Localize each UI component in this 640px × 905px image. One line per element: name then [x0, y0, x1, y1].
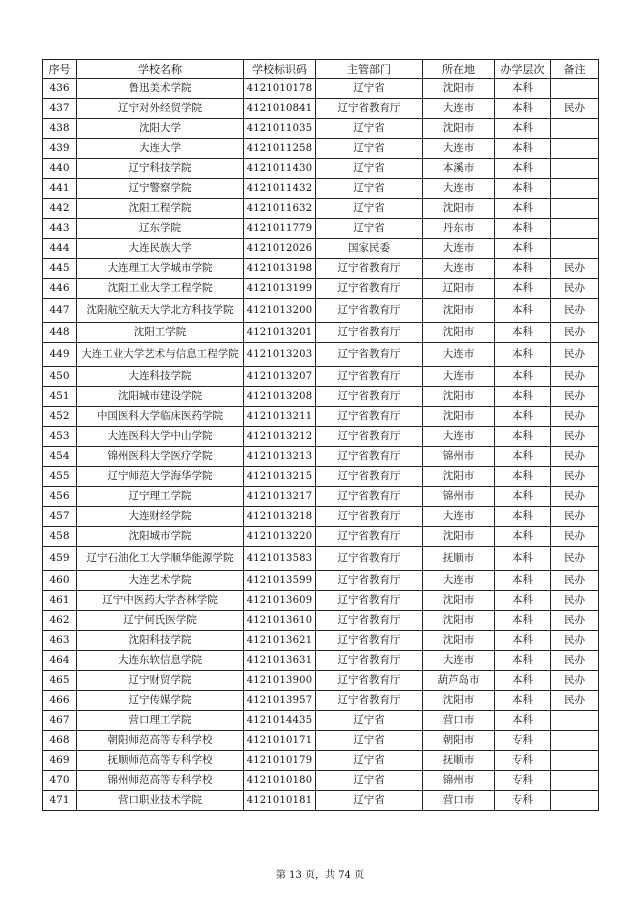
seq-cell: 468	[43, 731, 77, 751]
remarks-cell: 民办	[551, 387, 599, 407]
remarks-cell: 民办	[551, 547, 599, 571]
table-row	[43, 507, 599, 527]
school-code-cell: 4121011430	[244, 159, 316, 179]
seq-cell: 462	[43, 611, 77, 631]
table-row	[43, 299, 599, 323]
level-cell: 专科	[495, 751, 551, 771]
location-cell: 营口市	[423, 711, 495, 731]
seq-cell: 464	[43, 651, 77, 671]
level-cell: 本科	[495, 651, 551, 671]
remarks-cell: 民办	[551, 631, 599, 651]
department-cell: 辽宁省教育厅	[316, 671, 423, 691]
seq-cell: 445	[43, 259, 77, 279]
department-cell: 辽宁省	[316, 731, 423, 751]
seq-cell: 449	[43, 343, 77, 367]
school-code-cell: 4121012026	[244, 239, 316, 259]
seq-cell: 444	[43, 239, 77, 259]
location-cell: 锦州市	[423, 771, 495, 791]
level-cell: 本科	[495, 611, 551, 631]
remarks-cell	[551, 711, 599, 731]
level-cell: 专科	[495, 791, 551, 811]
remarks-cell: 民办	[551, 299, 599, 323]
department-cell: 辽宁省	[316, 791, 423, 811]
school-name-cell: 沈阳城市建设学院	[77, 387, 244, 407]
seq-cell: 458	[43, 527, 77, 547]
location-cell: 沈阳市	[423, 79, 495, 99]
location-cell: 本溪市	[423, 159, 495, 179]
department-cell: 国家民委	[316, 239, 423, 259]
department-cell: 辽宁省教育厅	[316, 631, 423, 651]
table-row	[43, 139, 599, 159]
school-code-cell: 4121011779	[244, 219, 316, 239]
seq-cell: 466	[43, 691, 77, 711]
school-code-cell: 4121013583	[244, 547, 316, 571]
remarks-cell: 民办	[551, 447, 599, 467]
school-code-cell: 4121011632	[244, 199, 316, 219]
location-cell: 沈阳市	[423, 323, 495, 343]
school-name-cell: 沈阳工业大学工程学院	[77, 279, 244, 299]
location-cell: 抚顺市	[423, 751, 495, 771]
school-code-cell: 4121013610	[244, 611, 316, 631]
school-code-cell: 4121013957	[244, 691, 316, 711]
school-name-cell: 营口职业技术学院	[77, 791, 244, 811]
school-name-cell: 辽宁对外经贸学院	[77, 99, 244, 119]
location-cell: 沈阳市	[423, 299, 495, 323]
seq-cell: 440	[43, 159, 77, 179]
school-code-cell: 4121013207	[244, 367, 316, 387]
school-code-cell: 4121013201	[244, 323, 316, 343]
seq-cell: 447	[43, 299, 77, 323]
department-cell: 辽宁省教育厅	[316, 487, 423, 507]
table-row	[43, 731, 599, 751]
location-cell: 大连市	[423, 239, 495, 259]
remarks-cell	[551, 179, 599, 199]
location-cell: 大连市	[423, 571, 495, 591]
remarks-cell: 民办	[551, 343, 599, 367]
level-cell: 本科	[495, 323, 551, 343]
department-cell: 辽宁省教育厅	[316, 299, 423, 323]
header-school-name: 学校名称	[77, 60, 244, 79]
school-code-cell: 4121011258	[244, 139, 316, 159]
table-row	[43, 591, 599, 611]
seq-cell: 469	[43, 751, 77, 771]
school-name-cell: 沈阳工程学院	[77, 199, 244, 219]
table-row	[43, 771, 599, 791]
school-name-cell: 辽宁石油化工大学顺华能源学院	[77, 547, 244, 571]
location-cell: 大连市	[423, 343, 495, 367]
location-cell: 朝阳市	[423, 731, 495, 751]
location-cell: 大连市	[423, 179, 495, 199]
remarks-cell	[551, 139, 599, 159]
remarks-cell: 民办	[551, 691, 599, 711]
location-cell: 丹东市	[423, 219, 495, 239]
school-name-cell: 辽宁中医药大学杏林学院	[77, 591, 244, 611]
school-code-cell: 4121013211	[244, 407, 316, 427]
school-name-cell: 抚顺师范高等专科学校	[77, 751, 244, 771]
department-cell: 辽宁省教育厅	[316, 571, 423, 591]
table-row	[43, 119, 599, 139]
location-cell: 沈阳市	[423, 387, 495, 407]
school-code-cell: 4121010181	[244, 791, 316, 811]
table-row	[43, 631, 599, 651]
level-cell: 本科	[495, 571, 551, 591]
seq-cell: 452	[43, 407, 77, 427]
table-row	[43, 279, 599, 299]
school-code-cell: 4121013609	[244, 591, 316, 611]
table-row	[43, 219, 599, 239]
school-name-cell: 沈阳工学院	[77, 323, 244, 343]
school-code-cell: 4121013599	[244, 571, 316, 591]
level-cell: 本科	[495, 239, 551, 259]
level-cell: 本科	[495, 467, 551, 487]
remarks-cell: 民办	[551, 427, 599, 447]
location-cell: 营口市	[423, 791, 495, 811]
level-cell: 专科	[495, 771, 551, 791]
table-row	[43, 179, 599, 199]
location-cell: 大连市	[423, 507, 495, 527]
seq-cell: 438	[43, 119, 77, 139]
table-row	[43, 99, 599, 119]
location-cell: 沈阳市	[423, 199, 495, 219]
remarks-cell: 民办	[551, 367, 599, 387]
level-cell: 本科	[495, 691, 551, 711]
school-name-cell: 沈阳城市学院	[77, 527, 244, 547]
level-cell: 本科	[495, 179, 551, 199]
location-cell: 沈阳市	[423, 407, 495, 427]
level-cell: 本科	[495, 343, 551, 367]
remarks-cell: 民办	[551, 323, 599, 343]
remarks-cell: 民办	[551, 487, 599, 507]
level-cell: 本科	[495, 711, 551, 731]
level-cell: 本科	[495, 387, 551, 407]
department-cell: 辽宁省	[316, 711, 423, 731]
school-code-cell: 4121011432	[244, 179, 316, 199]
department-cell: 辽宁省教育厅	[316, 343, 423, 367]
school-code-cell: 4121010180	[244, 771, 316, 791]
header-remarks: 备注	[551, 60, 599, 79]
department-cell: 辽宁省	[316, 119, 423, 139]
page-footer: 第 13 页，共 74 页	[275, 870, 365, 881]
remarks-cell	[551, 771, 599, 791]
school-name-cell: 大连理工大学城市学院	[77, 259, 244, 279]
school-name-cell: 大连大学	[77, 139, 244, 159]
remarks-cell: 民办	[551, 671, 599, 691]
seq-cell: 457	[43, 507, 77, 527]
level-cell: 本科	[495, 487, 551, 507]
level-cell: 本科	[495, 547, 551, 571]
seq-cell: 450	[43, 367, 77, 387]
department-cell: 辽宁省教育厅	[316, 507, 423, 527]
remarks-cell	[551, 239, 599, 259]
seq-cell: 453	[43, 427, 77, 447]
location-cell: 大连市	[423, 427, 495, 447]
department-cell: 辽宁省教育厅	[316, 279, 423, 299]
level-cell: 本科	[495, 279, 551, 299]
table-row	[43, 407, 599, 427]
department-cell: 辽宁省教育厅	[316, 591, 423, 611]
seq-cell: 471	[43, 791, 77, 811]
department-cell: 辽宁省	[316, 199, 423, 219]
seq-cell: 446	[43, 279, 77, 299]
school-code-cell: 4121013217	[244, 487, 316, 507]
remarks-cell: 民办	[551, 507, 599, 527]
remarks-cell	[551, 119, 599, 139]
school-name-cell: 锦州师范高等专科学校	[77, 771, 244, 791]
location-cell: 沈阳市	[423, 691, 495, 711]
department-cell: 辽宁省教育厅	[316, 259, 423, 279]
header-location: 所在地	[423, 60, 495, 79]
table-row	[43, 239, 599, 259]
school-name-cell: 大连东软信息学院	[77, 651, 244, 671]
level-cell: 本科	[495, 199, 551, 219]
level-cell: 本科	[495, 299, 551, 323]
location-cell: 沈阳市	[423, 591, 495, 611]
level-cell: 本科	[495, 259, 551, 279]
school-name-cell: 大连科技学院	[77, 367, 244, 387]
seq-cell: 470	[43, 771, 77, 791]
school-code-cell: 4121013200	[244, 299, 316, 323]
level-cell: 本科	[495, 367, 551, 387]
location-cell: 沈阳市	[423, 527, 495, 547]
table-row	[43, 751, 599, 771]
department-cell: 辽宁省	[316, 179, 423, 199]
department-cell: 辽宁省教育厅	[316, 407, 423, 427]
location-cell: 葫芦岛市	[423, 671, 495, 691]
remarks-cell	[551, 159, 599, 179]
school-code-cell: 4121013218	[244, 507, 316, 527]
school-code-cell: 4121013199	[244, 279, 316, 299]
school-name-cell: 辽宁传媒学院	[77, 691, 244, 711]
location-cell: 大连市	[423, 367, 495, 387]
school-code-cell: 4121010178	[244, 79, 316, 99]
seq-cell: 442	[43, 199, 77, 219]
school-name-cell: 大连医科大学中山学院	[77, 427, 244, 447]
remarks-cell: 民办	[551, 527, 599, 547]
department-cell: 辽宁省	[316, 79, 423, 99]
school-name-cell: 辽宁何氏医学院	[77, 611, 244, 631]
remarks-cell	[551, 79, 599, 99]
seq-cell: 441	[43, 179, 77, 199]
table-row	[43, 671, 599, 691]
school-code-cell: 4121013631	[244, 651, 316, 671]
header-level: 办学层次	[495, 60, 551, 79]
school-code-cell: 4121013215	[244, 467, 316, 487]
level-cell: 本科	[495, 159, 551, 179]
location-cell: 大连市	[423, 139, 495, 159]
remarks-cell: 民办	[551, 259, 599, 279]
remarks-cell: 民办	[551, 611, 599, 631]
table-row	[43, 467, 599, 487]
table-row	[43, 323, 599, 343]
level-cell: 本科	[495, 407, 551, 427]
table-row	[43, 427, 599, 447]
school-code-cell: 4121011035	[244, 119, 316, 139]
seq-cell: 459	[43, 547, 77, 571]
table-row	[43, 447, 599, 467]
school-code-cell: 4121013213	[244, 447, 316, 467]
school-list-table	[42, 59, 599, 811]
seq-cell: 436	[43, 79, 77, 99]
department-cell: 辽宁省	[316, 751, 423, 771]
remarks-cell	[551, 731, 599, 751]
school-code-cell: 4121013220	[244, 527, 316, 547]
seq-cell: 451	[43, 387, 77, 407]
location-cell: 辽阳市	[423, 279, 495, 299]
school-code-cell: 4121010171	[244, 731, 316, 751]
department-cell: 辽宁省教育厅	[316, 691, 423, 711]
seq-cell: 455	[43, 467, 77, 487]
seq-cell: 461	[43, 591, 77, 611]
remarks-cell: 民办	[551, 651, 599, 671]
department-cell: 辽宁省	[316, 771, 423, 791]
school-name-cell: 锦州医科大学医疗学院	[77, 447, 244, 467]
seq-cell: 454	[43, 447, 77, 467]
school-code-cell: 4121013212	[244, 427, 316, 447]
table-row	[43, 159, 599, 179]
seq-cell: 456	[43, 487, 77, 507]
location-cell: 抚顺市	[423, 547, 495, 571]
level-cell: 本科	[495, 527, 551, 547]
table-row	[43, 611, 599, 631]
table-row	[43, 791, 599, 811]
school-name-cell: 辽宁警察学院	[77, 179, 244, 199]
department-cell: 辽宁省教育厅	[316, 527, 423, 547]
level-cell: 本科	[495, 119, 551, 139]
location-cell: 沈阳市	[423, 119, 495, 139]
department-cell: 辽宁省教育厅	[316, 387, 423, 407]
table-row	[43, 79, 599, 99]
school-name-cell: 大连财经学院	[77, 507, 244, 527]
location-cell: 锦州市	[423, 447, 495, 467]
school-name-cell: 辽东学院	[77, 219, 244, 239]
school-code-cell: 4121013203	[244, 343, 316, 367]
department-cell: 辽宁省教育厅	[316, 323, 423, 343]
table-row	[43, 571, 599, 591]
department-cell: 辽宁省教育厅	[316, 611, 423, 631]
school-name-cell: 沈阳大学	[77, 119, 244, 139]
school-name-cell: 辽宁科技学院	[77, 159, 244, 179]
school-name-cell: 辽宁师范大学海华学院	[77, 467, 244, 487]
location-cell: 锦州市	[423, 487, 495, 507]
school-code-cell: 4121010179	[244, 751, 316, 771]
seq-cell: 467	[43, 711, 77, 731]
table-row	[43, 651, 599, 671]
school-code-cell: 4121013198	[244, 259, 316, 279]
location-cell: 大连市	[423, 259, 495, 279]
table-row	[43, 711, 599, 731]
level-cell: 本科	[495, 99, 551, 119]
level-cell: 本科	[495, 591, 551, 611]
seq-cell: 448	[43, 323, 77, 343]
school-name-cell: 朝阳师范高等专科学校	[77, 731, 244, 751]
department-cell: 辽宁省教育厅	[316, 547, 423, 571]
header-school-code: 学校标识码	[244, 60, 316, 79]
level-cell: 本科	[495, 447, 551, 467]
school-name-cell: 辽宁理工学院	[77, 487, 244, 507]
school-code-cell: 4121013208	[244, 387, 316, 407]
level-cell: 专科	[495, 731, 551, 751]
seq-cell: 439	[43, 139, 77, 159]
school-code-cell: 4121014435	[244, 711, 316, 731]
seq-cell: 463	[43, 631, 77, 651]
school-name-cell: 营口理工学院	[77, 711, 244, 731]
department-cell: 辽宁省教育厅	[316, 99, 423, 119]
department-cell: 辽宁省	[316, 139, 423, 159]
location-cell: 沈阳市	[423, 467, 495, 487]
remarks-cell	[551, 751, 599, 771]
level-cell: 本科	[495, 427, 551, 447]
school-code-cell: 4121010841	[244, 99, 316, 119]
level-cell: 本科	[495, 79, 551, 99]
table-row	[43, 487, 599, 507]
table-row	[43, 547, 599, 571]
remarks-cell	[551, 219, 599, 239]
location-cell: 大连市	[423, 99, 495, 119]
table-row	[43, 387, 599, 407]
table-row	[43, 367, 599, 387]
level-cell: 本科	[495, 507, 551, 527]
department-cell: 辽宁省教育厅	[316, 651, 423, 671]
school-name-cell: 大连艺术学院	[77, 571, 244, 591]
table-row	[43, 691, 599, 711]
location-cell: 沈阳市	[423, 611, 495, 631]
level-cell: 本科	[495, 631, 551, 651]
school-code-cell: 4121013900	[244, 671, 316, 691]
remarks-cell: 民办	[551, 99, 599, 119]
level-cell: 本科	[495, 219, 551, 239]
location-cell: 大连市	[423, 651, 495, 671]
school-name-cell: 辽宁财贸学院	[77, 671, 244, 691]
school-name-cell: 沈阳科技学院	[77, 631, 244, 651]
remarks-cell: 民办	[551, 571, 599, 591]
remarks-cell: 民办	[551, 591, 599, 611]
remarks-cell: 民办	[551, 407, 599, 427]
level-cell: 本科	[495, 671, 551, 691]
seq-cell: 460	[43, 571, 77, 591]
level-cell: 本科	[495, 139, 551, 159]
school-name-cell: 中国医科大学临床医药学院	[77, 407, 244, 427]
department-cell: 辽宁省教育厅	[316, 367, 423, 387]
department-cell: 辽宁省	[316, 159, 423, 179]
school-name-cell: 鲁迅美术学院	[77, 79, 244, 99]
remarks-cell: 民办	[551, 467, 599, 487]
table-row	[43, 259, 599, 279]
table-row	[43, 527, 599, 547]
location-cell: 沈阳市	[423, 631, 495, 651]
header-row	[43, 60, 599, 79]
seq-cell: 437	[43, 99, 77, 119]
school-name-cell: 大连工业大学艺术与信息工程学院	[77, 343, 244, 367]
remarks-cell: 民办	[551, 279, 599, 299]
seq-cell: 465	[43, 671, 77, 691]
department-cell: 辽宁省	[316, 219, 423, 239]
department-cell: 辽宁省教育厅	[316, 447, 423, 467]
remarks-cell	[551, 791, 599, 811]
school-code-cell: 4121013621	[244, 631, 316, 651]
table-row	[43, 199, 599, 219]
header-seq: 序号	[43, 60, 77, 79]
seq-cell: 443	[43, 219, 77, 239]
table-row	[43, 343, 599, 367]
school-name-cell: 大连民族大学	[77, 239, 244, 259]
school-name-cell: 沈阳航空航天大学北方科技学院	[77, 299, 244, 323]
department-cell: 辽宁省教育厅	[316, 467, 423, 487]
remarks-cell	[551, 199, 599, 219]
department-cell: 辽宁省教育厅	[316, 427, 423, 447]
header-department: 主管部门	[316, 60, 423, 79]
